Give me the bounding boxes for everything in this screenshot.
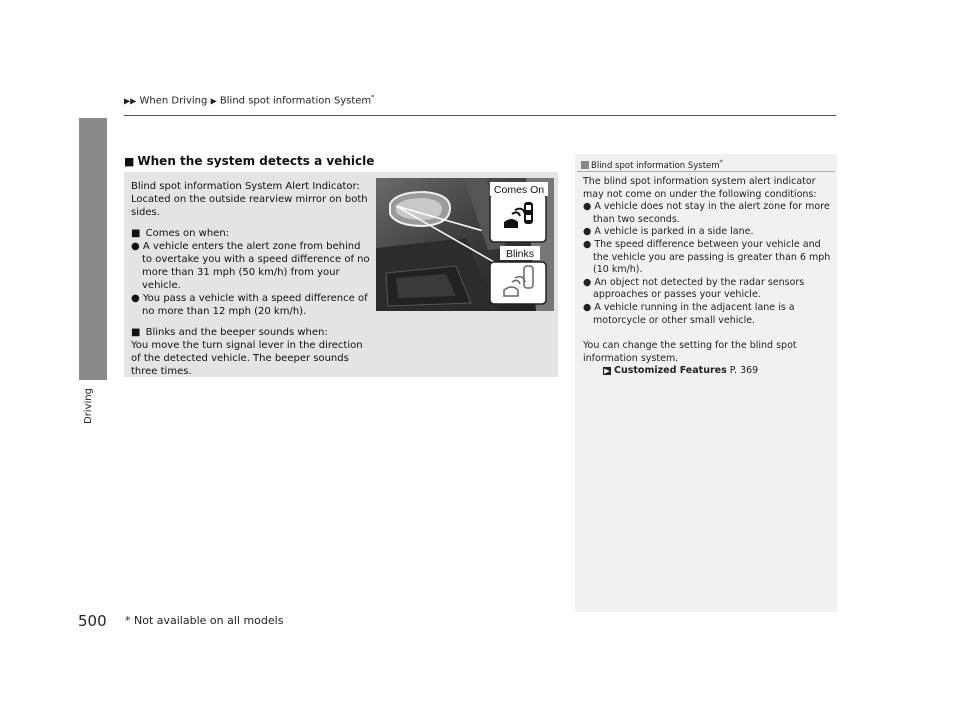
breadcrumb-arrow-icon: ▶▶ [124,96,137,106]
alert-indicator-intro: Blind spot information System Alert Indicator: Located on the outside rearview mirror on both sides. [131,181,368,218]
blinks-text: You move the turn signal lever in the direction of the detected vehicle. The beeper sounds three times. [131,340,363,377]
info-box-text [131,180,371,378]
square-icon: ■ [131,228,141,239]
breadcrumb-item-blind-spot[interactable]: Blind spot information System [219,95,372,107]
customized-features-link[interactable]: ▶ Customized Features P. 369 [604,365,759,377]
page-number: 500 [78,612,107,630]
blinks-label: Blinks [505,248,535,260]
chapter-tab [79,118,107,380]
notes-divider [577,171,835,172]
notes-item: ● An object not detected by the radar sensors approaches or passes your vehicle. [583,276,805,301]
notes-item: ● The speed difference between your vehicle and the vehicle you are passing is greater than 6 mph (10 km/h). [583,238,831,276]
breadcrumb [124,94,374,106]
link-arrow-icon: ▶ [604,366,610,375]
footnote: * Not available on all models [125,614,284,627]
notes-body [583,176,831,378]
notes-item: ● A vehicle does not stay in the alert zone for more than two seconds. [583,201,830,225]
notes-item: ● A vehicle running in the adjacent lane is a motorcycle or other small vehicle. [583,301,795,326]
reference-icon [581,161,589,169]
notes-title: Blind spot information System* [581,159,723,171]
section-heading [124,154,374,168]
comes-on-label: Comes On [493,184,545,196]
section-heading-text: When the system detects a vehicle [137,154,375,168]
mirror-indicator-photo [376,178,554,311]
breadcrumb-item-when-driving[interactable]: When Driving [139,95,208,107]
notes-item: ● A vehicle is parked in a side lane. [583,226,754,238]
chapter-label: Driving [83,388,94,424]
comes-on-item: ● A vehicle enters the alert zone from behind to overtake you with a speed difference of no more than 31 mph (50 km/h) from your vehicle. [131,241,370,291]
section-square-icon: ■ [124,155,135,168]
breadcrumb-asterisk: * [371,94,375,101]
notes-change-text: You can change the setting for the blind spot information system. [583,340,797,364]
header-divider [124,115,836,116]
square-icon: ■ [131,327,141,338]
comes-on-heading: ■ Comes on when: [131,228,230,239]
breadcrumb-arrow-icon: ▶ [210,96,217,106]
blinks-heading: ■ Blinks and the beeper sounds when: [131,327,328,338]
comes-on-item: ● You pass a vehicle with a speed difference of no more than 12 mph (20 km/h). [131,293,368,317]
notes-intro: The blind spot information system alert indicator may not come on under the following conditions: [583,176,817,200]
